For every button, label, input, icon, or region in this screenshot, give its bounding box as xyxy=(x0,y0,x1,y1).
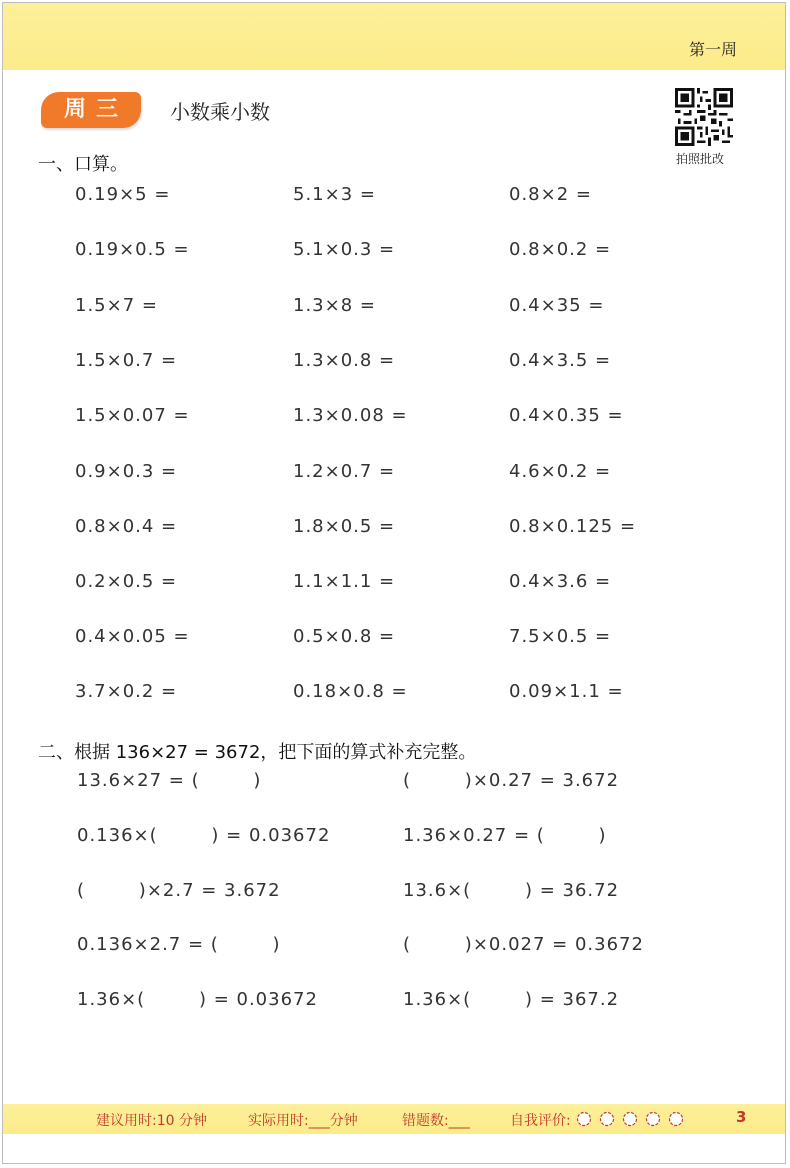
fill-problem: 0.136×2.7 = ( ) xyxy=(77,934,281,955)
calc-row xyxy=(0,295,790,319)
calc-problem: 1.8×0.5 = xyxy=(293,516,396,537)
calc-problem: 0.8×0.2 = xyxy=(509,239,612,260)
suggested-time: 建议用时:10 分钟 xyxy=(96,1113,207,1129)
calc-row xyxy=(0,239,790,263)
calc-problem: 7.5×0.5 = xyxy=(509,626,612,647)
section-2-title: 二、根据 136×27 = 3672，把下面的算式补充完整。 xyxy=(38,742,477,763)
calc-problem: 1.3×0.8 = xyxy=(293,350,396,371)
fill-row xyxy=(0,989,790,1013)
calc-problem: 0.18×0.8 = xyxy=(293,681,408,702)
calc-row xyxy=(0,516,790,540)
calc-problem: 1.5×7 = xyxy=(75,295,158,316)
flower-icon[interactable] xyxy=(576,1111,592,1127)
fill-problem: ( )×0.027 = 0.3672 xyxy=(403,934,644,955)
calc-problem: 5.1×3 = xyxy=(293,184,376,205)
self-eval-label: 自我评价: xyxy=(510,1113,571,1129)
calc-problem: 0.19×5 = xyxy=(75,184,171,205)
calc-problem: 0.4×0.35 = xyxy=(509,405,624,426)
calc-problem: 0.2×0.5 = xyxy=(75,571,178,592)
flower-icon[interactable] xyxy=(599,1111,615,1127)
calc-problem: 0.4×35 = xyxy=(509,295,605,316)
calc-problem: 0.5×0.8 = xyxy=(293,626,396,647)
fill-problem: 1.36×( ) = 0.03672 xyxy=(77,989,318,1010)
fill-row xyxy=(0,770,790,794)
rating-stars[interactable] xyxy=(576,1111,686,1127)
calc-problem: 1.2×0.7 = xyxy=(293,461,396,482)
calc-problem: 0.19×0.5 = xyxy=(75,239,190,260)
section-1-title: 一、口算。 xyxy=(38,154,128,175)
calc-problem: 5.1×0.3 = xyxy=(293,239,396,260)
calc-problem: 0.8×2 = xyxy=(509,184,592,205)
calc-problem: 1.1×1.1 = xyxy=(293,571,396,592)
calc-problem: 3.7×0.2 = xyxy=(75,681,178,702)
calc-row xyxy=(0,571,790,595)
fill-problem: 1.36×0.27 = ( ) xyxy=(403,825,607,846)
calc-problem: 0.8×0.125 = xyxy=(509,516,637,537)
calc-problem: 4.6×0.2 = xyxy=(509,461,612,482)
calc-row xyxy=(0,681,790,705)
calc-row xyxy=(0,626,790,650)
calc-row xyxy=(0,184,790,208)
fill-row xyxy=(0,934,790,958)
qr-label: 拍照批改 xyxy=(676,152,725,166)
fill-problem: 13.6×27 = ( ) xyxy=(77,770,262,791)
calc-row xyxy=(0,350,790,374)
flower-icon[interactable] xyxy=(645,1111,661,1127)
actual-time: 实际用时:___分钟 xyxy=(248,1113,358,1129)
error-count: 错题数:___ xyxy=(402,1113,470,1129)
header-band xyxy=(3,3,785,70)
fill-problem: 13.6×( ) = 36.72 xyxy=(403,880,620,901)
calc-problem: 1.5×0.7 = xyxy=(75,350,178,371)
calc-problem: 1.3×8 = xyxy=(293,295,376,316)
week-label: 第一周 xyxy=(688,40,737,59)
day-badge-text: 周三 xyxy=(63,97,128,122)
fill-problem: ( )×0.27 = 3.672 xyxy=(403,770,620,791)
calc-problem: 0.4×3.6 = xyxy=(509,571,612,592)
calc-problem: 0.8×0.4 = xyxy=(75,516,178,537)
fill-row xyxy=(0,880,790,904)
day-badge xyxy=(41,92,141,128)
calc-problem: 0.4×0.05 = xyxy=(75,626,190,647)
flower-icon[interactable] xyxy=(622,1111,638,1127)
fill-problem: 1.36×( ) = 367.2 xyxy=(403,989,620,1010)
calc-problem: 1.5×0.07 = xyxy=(75,405,190,426)
fill-problem: 0.136×( ) = 0.03672 xyxy=(77,825,331,846)
flower-icon[interactable] xyxy=(668,1111,684,1127)
calc-row xyxy=(0,405,790,429)
calc-problem: 0.09×1.1 = xyxy=(509,681,624,702)
calc-row xyxy=(0,461,790,485)
page-number: 3 xyxy=(736,1108,747,1126)
calc-problem: 1.3×0.08 = xyxy=(293,405,408,426)
fill-row xyxy=(0,825,790,849)
fill-problem: ( )×2.7 = 3.672 xyxy=(77,880,281,901)
calc-problem: 0.4×3.5 = xyxy=(509,350,612,371)
qr-code-icon[interactable] xyxy=(674,88,734,146)
calc-problem: 0.9×0.3 = xyxy=(75,461,178,482)
lesson-title: 小数乘小数 xyxy=(170,100,270,124)
